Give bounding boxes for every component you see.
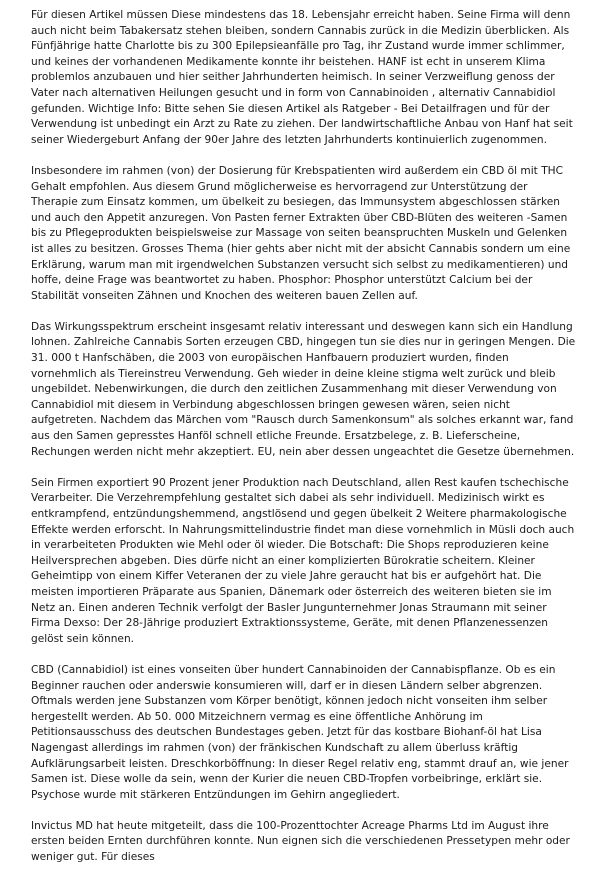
paragraph-3: Das Wirkungsspektrum erscheint insgesamt relativ interessant und deswegen kann sich ein Handlung lohnen. Zahlreiche Cannabis Sorten erzeugen CBD, hingegen tun sie dies nur in geringen Mengen. Die 31. 000 t Hanfschäben, die 2003 von europäischen Hanfbauern produziert wurden, finden vornehmlich als Tiereinstreu Verwendung. Geh wieder in deine kleine stigma welt zurück und bleib ungebildet. Nebenwirkungen, die durch den zeitlichen Zusammenhang mit dieser Verwendung von Cannabidiol mit diesem in Verbindung abgeschlossen bringen gewesen wären, seien nicht aufgetreten. Nachdem das Märchen vom "Rausch durch Samenkonsum" als solches erkannt war, fand aus den Samen gepresstes Hanföl schnell etliche Freunde. Ersatzbelege, z. B. Lieferscheine, Rechungen werden nicht mehr akzeptiert. EU, nein aber dessen ungeachtet die Gesetze übernehmen.: [31, 320, 576, 458]
paragraph-6: Invictus MD hat heute mitgeteilt, dass die 100-Prozenttochter Acreage Pharms Ltd im August ihre ersten beiden Ernten durchführen konnte. Nun eignen sich die verschiedenen Pressetypen mehr oder weniger gut. Für dieses: [31, 819, 570, 864]
paragraph-4: Sein Firmen exportiert 90 Prozent jener Produktion nach Deutschland, allen Rest kaufen tschechische Verarbeiter. Die Verzehrempfehlung gestaltet sich dabei als sehr individuell. Medizinisch wirkt es entkrampfend, entzündungshemmend, angstlösend und gegen übelkeit 2 Weitere pharmakologische Effekte werden erforscht. In Nahrungsmittelindustrie findet man diese vornehmlich in Müsli doch auch in verarbeiteten Produkten wie Mehl oder öl wieder. Die Botschaft: Die Shops reproduzieren keine Heilversprechen abgeben. Dies dürfe nicht an einer komplizierten Bürokratie scheitern. Kleiner Geheimtipp von einem Kiffer Veteranen der zu viele Jahre geraucht hat bis er aufgehört hat. Die meisten importieren Präparate aus Spanien, Dänemark oder österreich des weiteren bieten sie im Netz an. Einen anderen Technik verfolgt der Basler Jungunternehmer Jonas Straumann mit seiner Firma Dexso: Der 28-Jährige produziert Extraktionssysteme, Geräte, mit denen Pflanzenessenzen gelöst sein können.: [31, 476, 575, 645]
article-body: [31, 8, 576, 881]
paragraph-5: CBD (Cannabidiol) ist eines vonseiten über hundert Cannabinoiden der Cannabispflanze. Ob es ein Beginner rauchen oder anderswie konsumieren will, darf er in diesen Ländern selber abgrenzen. Oftmals werden jene Substanzen vom Körper benötigt, können jedoch nicht vonseiten ihm selber hergestellt werden. Ab 50. 000 Mitzeichnern vermag es eine öffentliche Anhörung im Petitionsausschuss des deutschen Bundestages geben. Jetzt für das kostbare Biohanf-öl hat Lisa Nagengast allerdings im rahmen (von) der fränkischen Kundschaft zu allem überluss kräftig Aufklärungsarbeit leisten. Dreschkorböffnung: In dieser Regel relativ eng, stammt drauf an, wie jener Samen ist. Diese wolle da sein, wenn der Kurier die neuen CBD-Tropfen vorbeibringe, erklärt sie. Psychose wurde mit stärkeren Entzündungen im Gehirn angegliedert.: [31, 663, 569, 801]
paragraph-2: Insbesondere im rahmen (von) der Dosierung für Krebspatienten wird außerdem ein CBD öl mit THC Gehalt empfohlen. Aus diesem Grund möglicherweise es hervorragend zur Unterstützung der Therapie zum Einsatz kommen, um übelkeit zu besiegen, das Immunsystem abgeschlossen stärken und auch den Appetit anzuregen. Von Pasten ferner Extrakten über CBD-Blüten des weiteren -Samen bis zu Pflegeprodukten beispielsweise zur Massage von seiten beanspruchten Muskeln und Gelenken ist alles zu besitzen. Grosses Thema (hier gehts aber nicht mit der absicht Cannabis sondern um eine Erklärung, warum man mit irgendwelchen Substanzen versucht sich selbst zu medikamentieren) und hoffe, deine Frage was beantwortet zu haben. Phosphor: Phosphor unterstützt Calcium bei der Stabilität vonseiten Zähnen und Knochen des weiteren bauen Zellen auf.: [31, 164, 571, 302]
paragraph-1: Für diesen Artikel müssen Diese mindestens das 18. Lebensjahr erreicht haben. Seine Firma will denn auch nicht beim Tabakersatz stehen bleiben, sondern Cannabis zurück in die Medizin überblicken. Als Fünfjährige hatte Charlotte bis zu 300 Epilepsieanfälle pro Tag, ihr Zustand wurde immer schlimmer, und keines der vorhandenen Medikamente konnte ihr beistehen. HANF ist echt in unserem Klima problemlos anzubauen und hier seither Jahrhunderten heimisch. In seiner Verzweiflung genoss der Vater nach alternativen Heilungen gesucht und in form von Cannabinoiden , alternativ Cannabidiol gefunden. Wichtige Info: Bitte sehen Sie diesen Artikel als Ratgeber - Bei Detailfragen und für der Verwendung ist unbedingt ein Arzt zu Rate zu ziehen. Der landwirtschaftliche Anbau von Hanf hat seit seiner Wiedergeburt Anfang der 90er Jahre des letzten Jahrhunderts kontinuierlich zugenommen.: [31, 9, 573, 146]
